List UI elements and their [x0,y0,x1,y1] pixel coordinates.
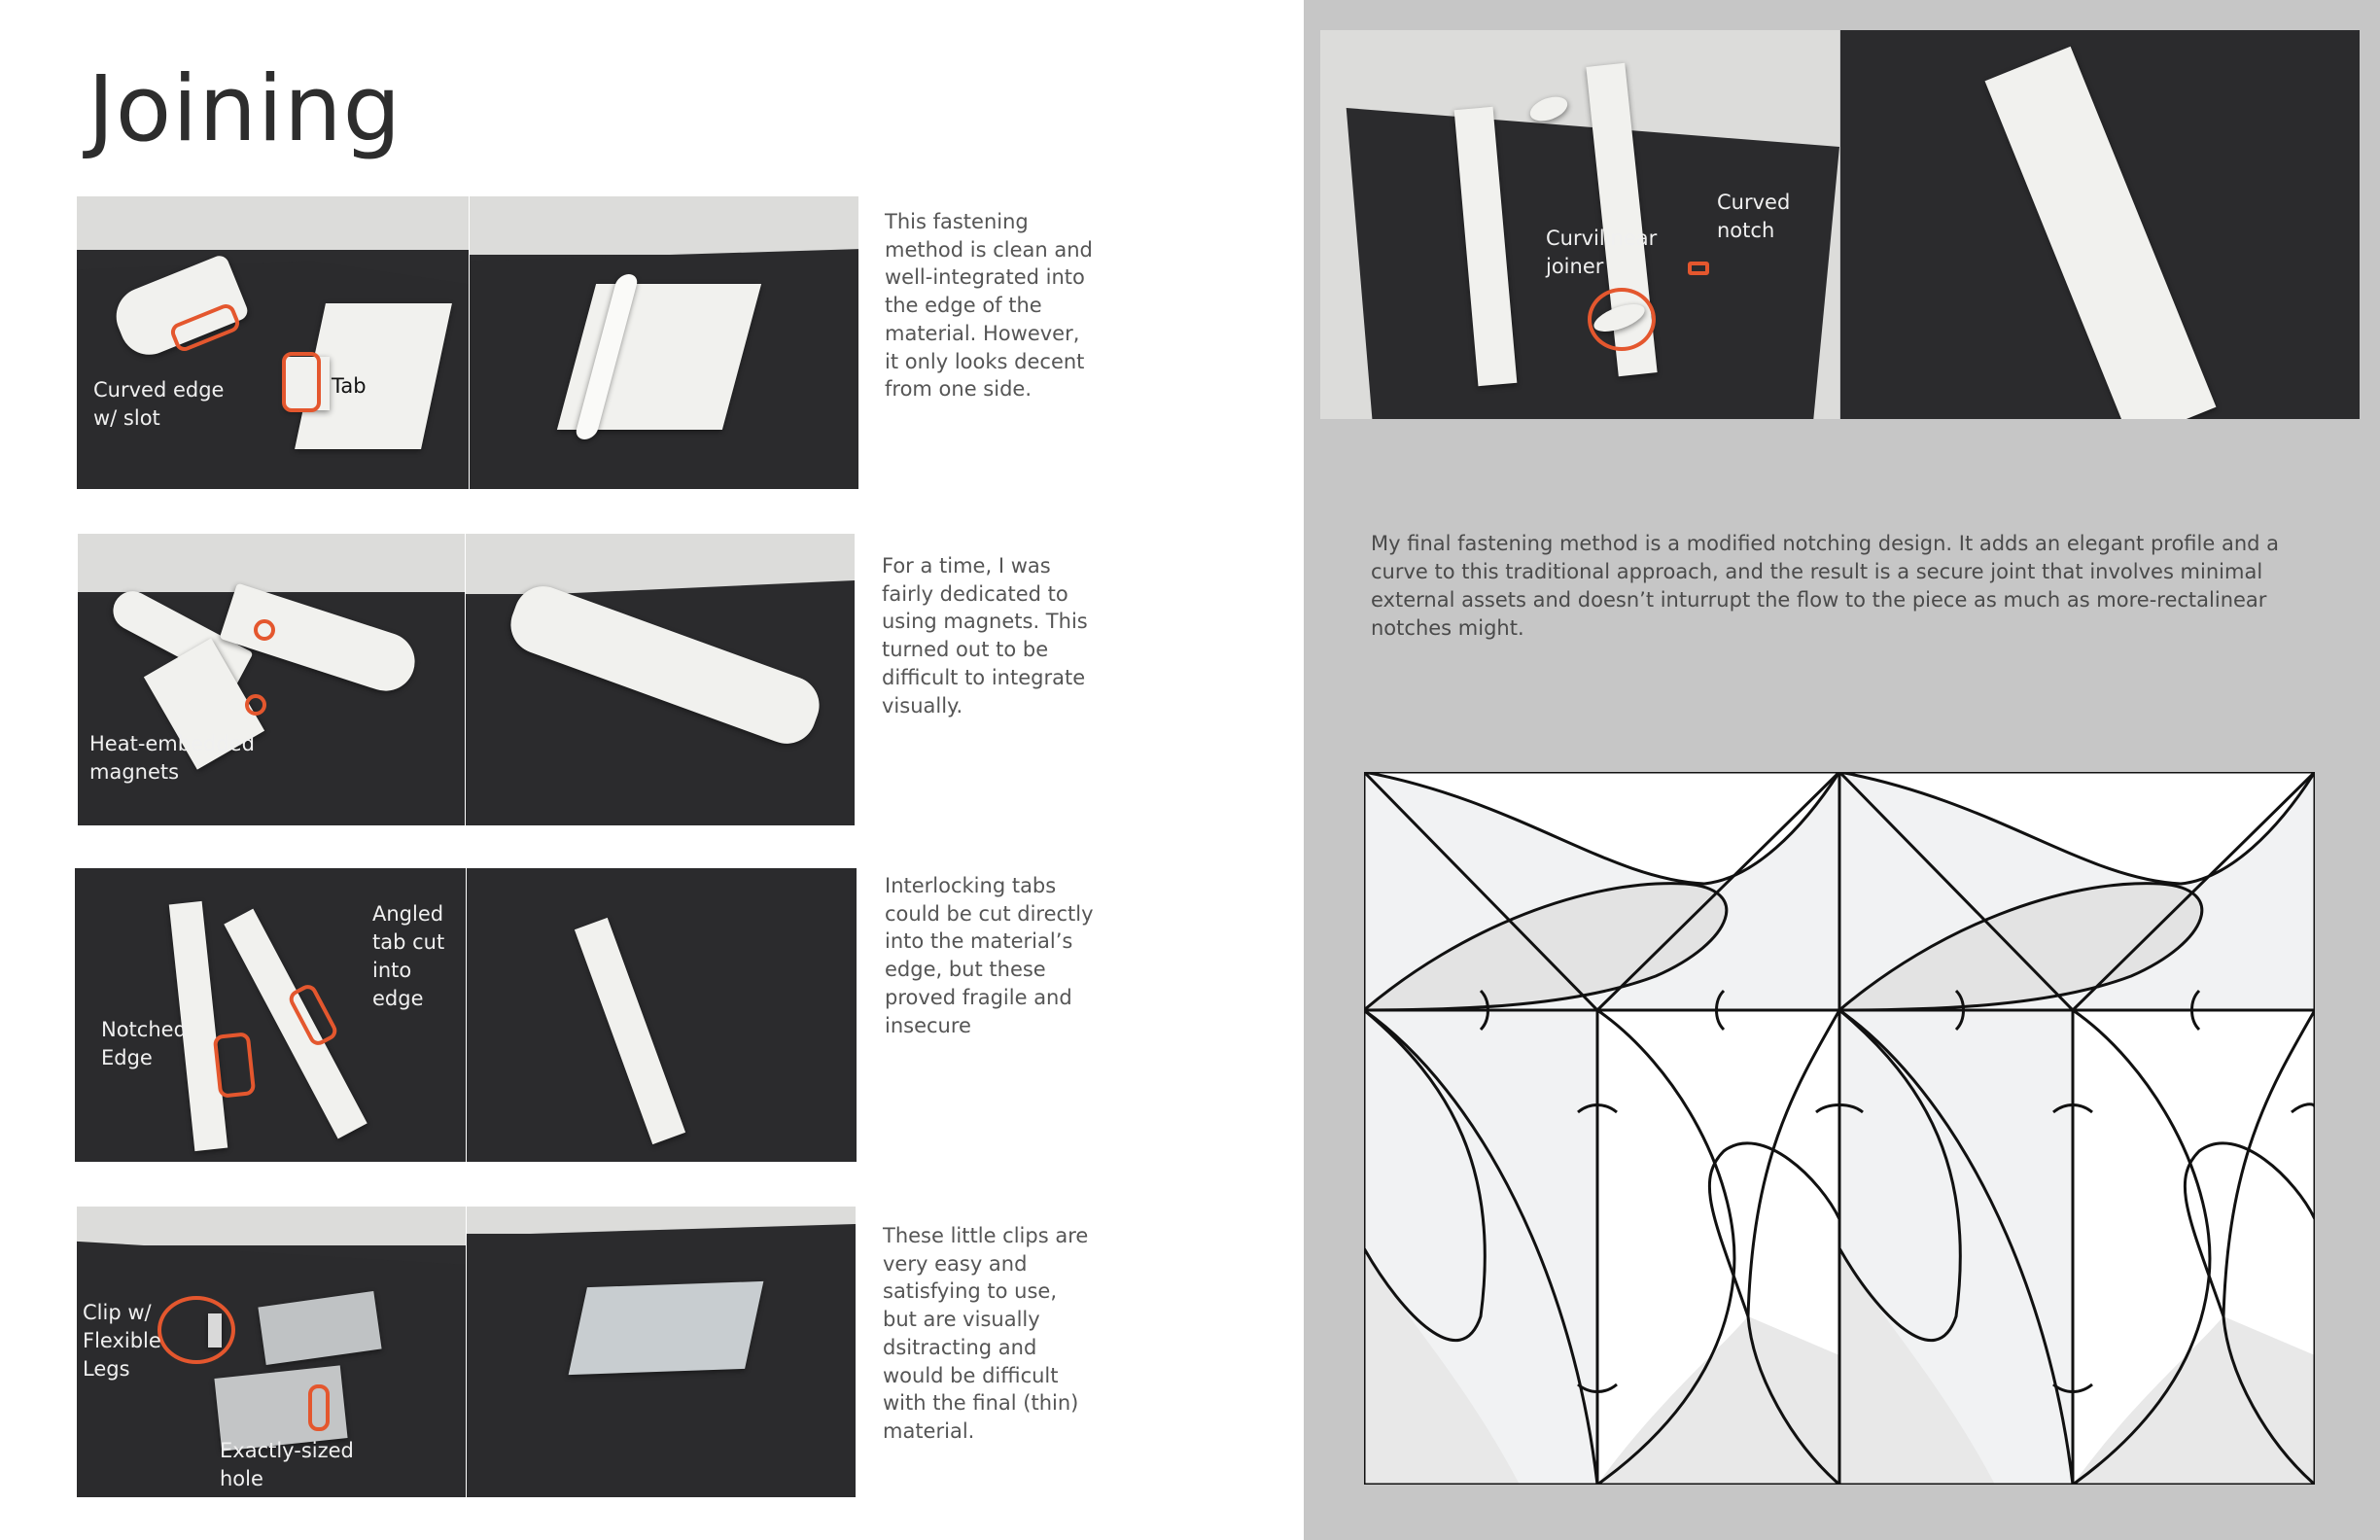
photo-magnets-joined [466,534,855,825]
photo-notch-joined [1840,30,2360,419]
notching-pattern-diagram [1364,772,2315,1485]
description-row-3: Interlocking tabs could be cut directly into the material’s edge, but these proved fragile and insecure [885,874,1094,1037]
label-exact-hole: Exactly-sized hole [220,1439,354,1490]
photo-clip-assembled [467,1207,856,1497]
label-curved-notch: Curved notch [1717,191,1791,242]
photo-curvilinear-joiner [1320,30,1839,419]
label-curved-edge: Curved edge w/ slot [93,378,225,430]
photo-clip-flexible-legs [77,1207,466,1497]
description-row-4: These little clips are very easy and satisfying to use, but are visually dsitracting and would be difficult with the final (thin) material. [883,1224,1089,1443]
label-angled-tab: Angled tab cut into edge [372,902,445,1010]
photo-curved-edge-slot [77,196,469,489]
description-row-1: This fastening method is clean and well-integrated into the edge of the material. However, it only looks decent from one side. [885,210,1093,402]
page-title: Joining [88,56,402,162]
label-curvilinear-joiner: Curvilinear joiner [1546,227,1658,278]
photo-curved-edge-joined [470,196,858,489]
photo-heat-embedded-magnets [78,534,465,825]
label-clip: Clip w/ Flexible Legs [83,1301,161,1381]
photo-notched-edge [75,868,466,1162]
description-row-2: For a time, I was fairly dedicated to using magnets. This turned out to be difficult to integrate visually. [882,554,1088,718]
photo-notched-joined [467,868,857,1162]
label-notched-edge: Notched Edge [101,1018,187,1069]
label-tab: Tab [332,374,367,398]
label-magnets: Heat-embedded magnets [89,732,255,784]
final-method-paragraph: My final fastening method is a modified notching design. It adds an elegant profile and a curve to this traditional approach, and the result is a secure joint that involves minimal external assets and doesn’t inturrupt the flow to the piece as much as more-rectalinear notches might. [1371,532,2280,640]
